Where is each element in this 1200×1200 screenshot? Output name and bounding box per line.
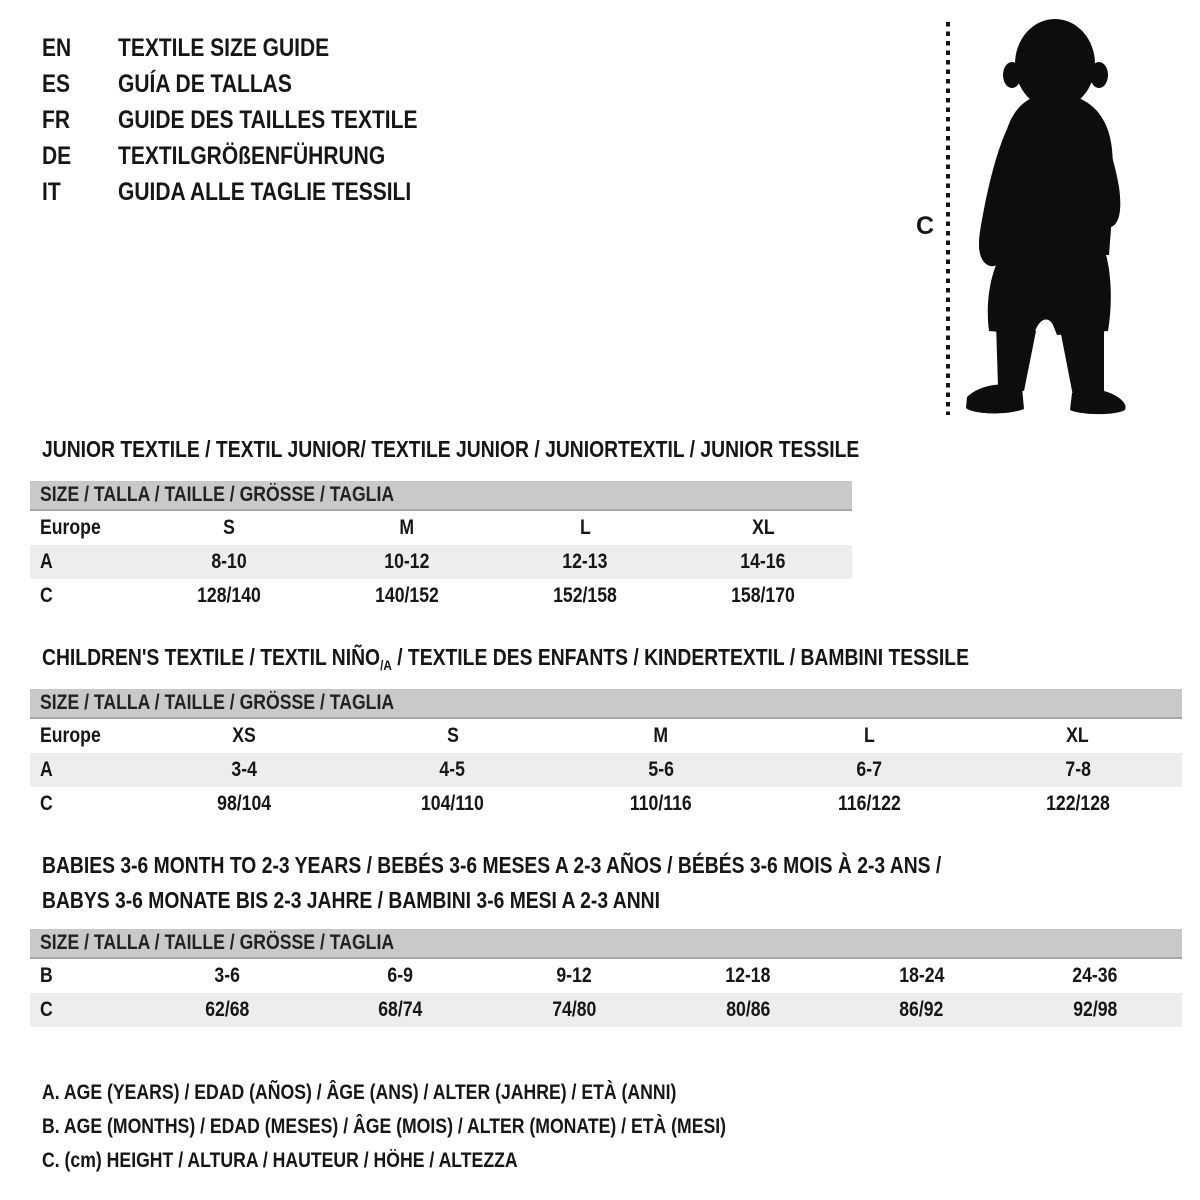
age-value: 7-8 xyxy=(1065,758,1091,781)
language-title-list xyxy=(42,30,475,210)
size-header-bar: SIZE / TALLA / TAILLE / GRÖSSE / TAGLIA xyxy=(30,481,852,511)
children-size-table xyxy=(30,689,1182,821)
age-value: 14-16 xyxy=(740,550,786,573)
language-row-es xyxy=(42,66,475,102)
legend-age-months: B. AGE (MONTHS) / EDAD (MESES) / ÂGE (MOIS) / ALTER (MONATE) / ETÀ (MESI) xyxy=(42,1115,727,1138)
age-value: 9-12 xyxy=(556,964,592,987)
size-value: S xyxy=(223,516,235,539)
height-measure-dashed-line xyxy=(946,22,950,415)
row-label: Europe xyxy=(40,516,101,539)
row-label: A xyxy=(40,758,53,781)
table-row-europe xyxy=(30,719,1182,753)
toddler-silhouette-icon xyxy=(958,16,1142,416)
height-value: 122/128 xyxy=(1045,792,1110,815)
table-row-age-months xyxy=(30,959,1182,993)
height-value: 116/122 xyxy=(838,792,901,815)
age-value: 6-9 xyxy=(387,964,414,987)
height-value: 158/170 xyxy=(731,584,795,607)
age-value: 10-12 xyxy=(384,550,430,573)
row-label: A xyxy=(40,550,53,573)
nino-a-subscript: /A xyxy=(380,657,392,673)
language-title: TEXTILE SIZE GUIDE xyxy=(118,34,330,62)
language-code: IT xyxy=(42,178,61,206)
size-value: M xyxy=(399,516,415,539)
age-value: 3-4 xyxy=(231,758,257,781)
language-row-de xyxy=(42,138,475,174)
legend xyxy=(42,1076,856,1178)
size-value: XL xyxy=(1066,724,1090,747)
height-value: 98/104 xyxy=(217,792,272,815)
table-row-height-cm xyxy=(30,993,1182,1027)
legend-age-years: A. AGE (YEARS) / EDAD (AÑOS) / ÂGE (ANS) / ALTER (JAHRE) / ETÀ (ANNI) xyxy=(42,1081,677,1104)
babies-section-title: BABIES 3-6 MONTH TO 2-3 YEARS / BEBÉS 3-6 MESES A 2-3 AÑOS / BÉBÉS 3-6 MOIS À 2-3 ANS / BABYS 3-6 MONATE BIS 2-3 JAHRE / BAMBINI 3-6 MESI A 2-3 ANNI xyxy=(42,852,942,913)
age-value: 8-10 xyxy=(211,550,247,573)
table-row-age-years xyxy=(30,753,1182,787)
size-value: XS xyxy=(232,724,256,747)
height-value: 152/158 xyxy=(553,584,617,607)
children-section-title: CHILDREN'S TEXTILE / TEXTIL $NIÑO_{/A}$ / TEXTILE DES ENFANTS / KINDERTEXTIL / BAMBINI TESSILE xyxy=(42,644,969,673)
age-value: 18-24 xyxy=(898,964,945,987)
age-value: 5-6 xyxy=(648,758,674,781)
junior-size-table xyxy=(30,481,852,613)
age-value: 12-13 xyxy=(562,550,608,573)
height-value: 68/74 xyxy=(378,998,423,1021)
table-row-height-cm xyxy=(30,579,852,613)
height-value: 86/92 xyxy=(899,998,944,1021)
size-header-bar: SIZE / TALLA / TAILLE / GRÖSSE / TAGLIA xyxy=(30,929,1182,959)
table-row-height-cm xyxy=(30,787,1182,821)
size-value: L xyxy=(579,516,591,539)
language-code: FR xyxy=(42,106,70,134)
row-label: C xyxy=(40,584,53,607)
language-title: TEXTILGRÖßENFÜHRUNG xyxy=(118,142,386,170)
language-row-en xyxy=(42,30,475,66)
age-value: 12-18 xyxy=(725,964,771,987)
age-value: 6-7 xyxy=(856,758,883,781)
language-row-fr xyxy=(42,102,475,138)
language-title: GUIDA ALLE TAGLIE TESSILI xyxy=(118,178,412,206)
age-value: 24-36 xyxy=(1072,964,1118,987)
language-title: GUÍA DE TALLAS xyxy=(118,70,292,98)
size-header-bar: SIZE / TALLA / TAILLE / GRÖSSE / TAGLIA xyxy=(30,689,1182,719)
height-value: 104/110 xyxy=(421,792,485,815)
language-row-it xyxy=(42,174,475,210)
height-value: 128/140 xyxy=(197,584,261,607)
babies-size-table xyxy=(30,929,1182,1027)
size-value: M xyxy=(653,724,669,747)
age-value: 4-5 xyxy=(439,758,466,781)
height-value: 140/152 xyxy=(375,584,439,607)
size-value: L xyxy=(864,724,875,747)
height-value: 80/86 xyxy=(725,998,770,1021)
size-value: XL xyxy=(751,516,775,539)
measure-label-c: C xyxy=(916,212,935,240)
row-label: C xyxy=(40,792,53,815)
legend-height-cm: C. (cm) HEIGHT / ALTURA / HAUTEUR / HÖHE / ALTEZZA xyxy=(42,1149,518,1172)
row-label: C xyxy=(40,998,53,1021)
language-code: ES xyxy=(42,70,71,98)
age-value: 3-6 xyxy=(214,964,240,987)
height-value: 92/98 xyxy=(1073,998,1118,1021)
language-code: EN xyxy=(42,34,72,62)
language-title: GUIDE DES TAILLES TEXTILE xyxy=(118,106,418,134)
junior-section-title: JUNIOR TEXTILE / TEXTIL JUNIOR/ TEXTILE JUNIOR / JUNIORTEXTIL / JUNIOR TESSILE xyxy=(42,436,860,462)
height-value: 110/116 xyxy=(630,792,692,815)
table-row-age-years xyxy=(30,545,852,579)
size-value: S xyxy=(446,724,459,747)
language-code: DE xyxy=(42,142,72,170)
height-value: 62/68 xyxy=(204,998,249,1021)
row-label: B xyxy=(40,964,53,987)
table-row-europe xyxy=(30,511,852,545)
height-value: 74/80 xyxy=(552,998,597,1021)
row-label: Europe xyxy=(40,724,101,747)
